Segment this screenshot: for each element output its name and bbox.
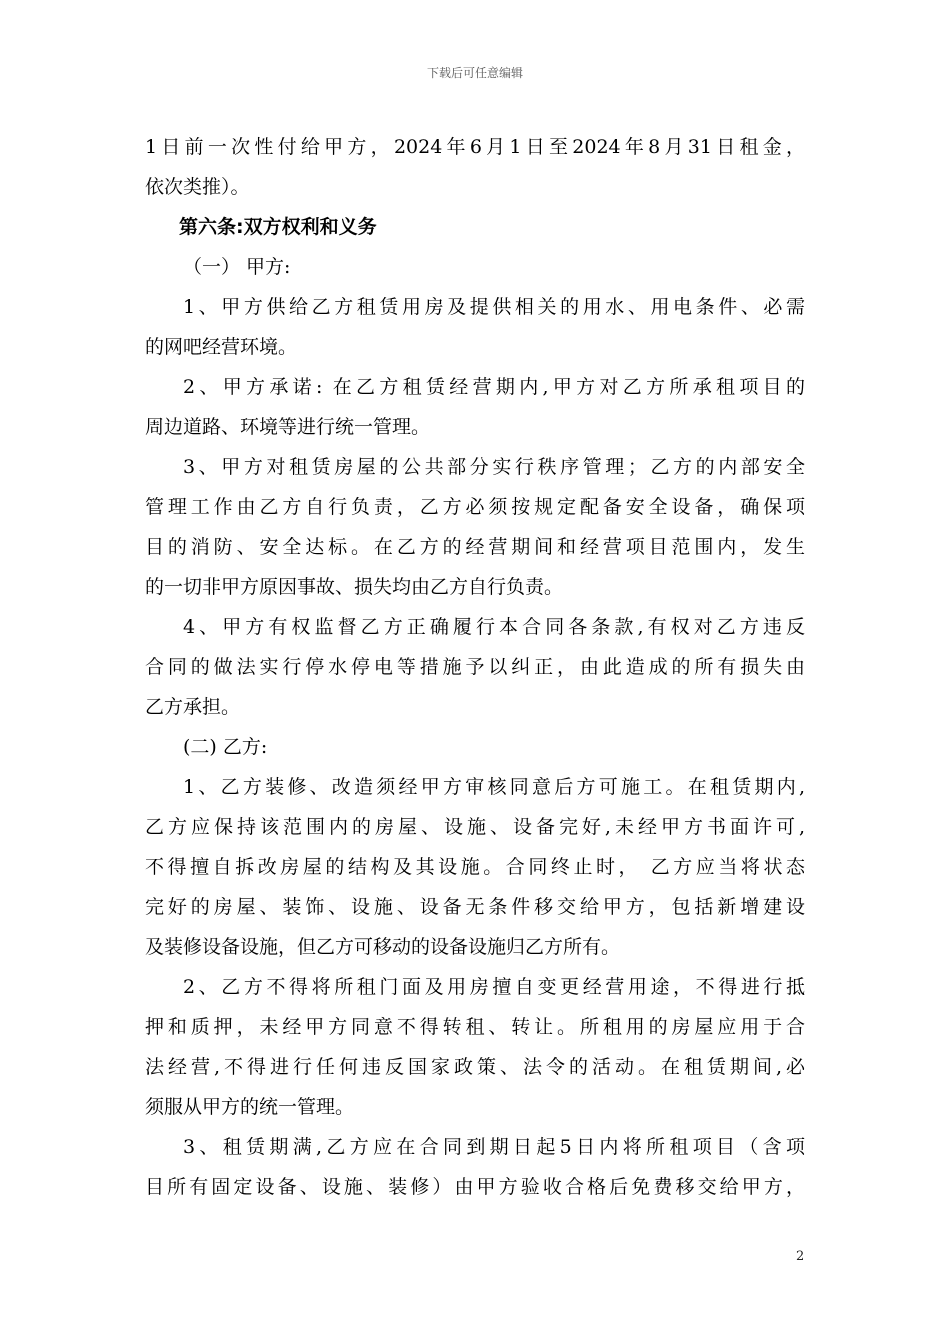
paragraph-line: 1、乙方装修、改造须经甲方审核同意后方可施工。在租赁期内, — [183, 776, 805, 798]
paragraph-line: 2、乙方不得将所租门面及用房擅自变更经营用途，不得进行抵 — [183, 976, 805, 998]
paragraph-line: 不得擅自拆改房屋的结构及其设施。合同终止时， 乙方应当将状态 — [145, 856, 805, 878]
document-body — [145, 132, 805, 1212]
paragraph-line: 3、甲方对租赁房屋的公共部分实行秩序管理；乙方的内部安全 — [183, 456, 805, 478]
paragraph-line: 周边道路、环境等进行统一管理。 — [145, 416, 431, 438]
paragraph-line: 1、甲方供给乙方租赁用房及提供相关的用水、用电条件、必需 — [183, 296, 805, 318]
paragraph-line: 合同的做法实行停水停电等措施予以纠正，由此造成的所有损失由 — [145, 656, 805, 678]
section-heading: 第六条:双方权利和义务 — [179, 216, 377, 238]
page-header: 下载后可任意编辑 — [426, 66, 523, 80]
page-number: 2 — [796, 1249, 805, 1264]
paragraph-line: 管理工作由乙方自行负责，乙方必须按规定配备安全设备，确保项 — [145, 496, 805, 518]
paragraph-line: 须服从甲方的统一管理。 — [145, 1096, 355, 1118]
paragraph-line: 的网吧经营环境。 — [145, 336, 298, 358]
paragraph-line: 乙方承担。 — [145, 696, 241, 718]
paragraph-line: 4、甲方有权监督乙方正确履行本合同各条款,有权对乙方违反 — [183, 616, 805, 638]
paragraph-line: 依次类推）。 — [145, 176, 250, 198]
paragraph-line: 及装修设备设施，但乙方可移动的设备设施归乙方所有。 — [145, 936, 621, 958]
paragraph-line: 乙方应保持该范围内的房屋、设施、设备完好,未经甲方书面许可, — [145, 816, 805, 838]
paragraph-line: 目所有固定设备、设施、装修）由甲方验收合格后免费移交给甲方， — [145, 1176, 805, 1198]
paragraph-line: 的一切非甲方原因事故、损失均由乙方自行负责。 — [145, 576, 564, 598]
subsection-heading: （一） 甲方: — [183, 256, 291, 278]
paragraph-line: 完好的房屋、装饰、设施、设备无条件移交给甲方，包括新增建设 — [145, 896, 805, 918]
paragraph-line: 押和质押，未经甲方同意不得转租、转让。所租用的房屋应用于合 — [145, 1016, 805, 1038]
paragraph-line: 目的消防、安全达标。在乙方的经营期间和经营项目范围内，发生 — [145, 536, 805, 558]
paragraph-line: 2、甲方承诺: 在乙方租赁经营期内,甲方对乙方所承租项目的 — [183, 376, 805, 398]
paragraph-line: 法经营,不得进行任何违反国家政策、法令的活动。在租赁期间,必 — [145, 1056, 805, 1078]
paragraph-line: 3、租赁期满,乙方应在合同到期日起5日内将所租项目（含项 — [183, 1136, 805, 1158]
subsection-heading: (二) 乙方: — [183, 736, 268, 758]
paragraph-line: 1日前一次性付给甲方，2024年6月1日至2024年8月31日租金， — [145, 136, 805, 158]
